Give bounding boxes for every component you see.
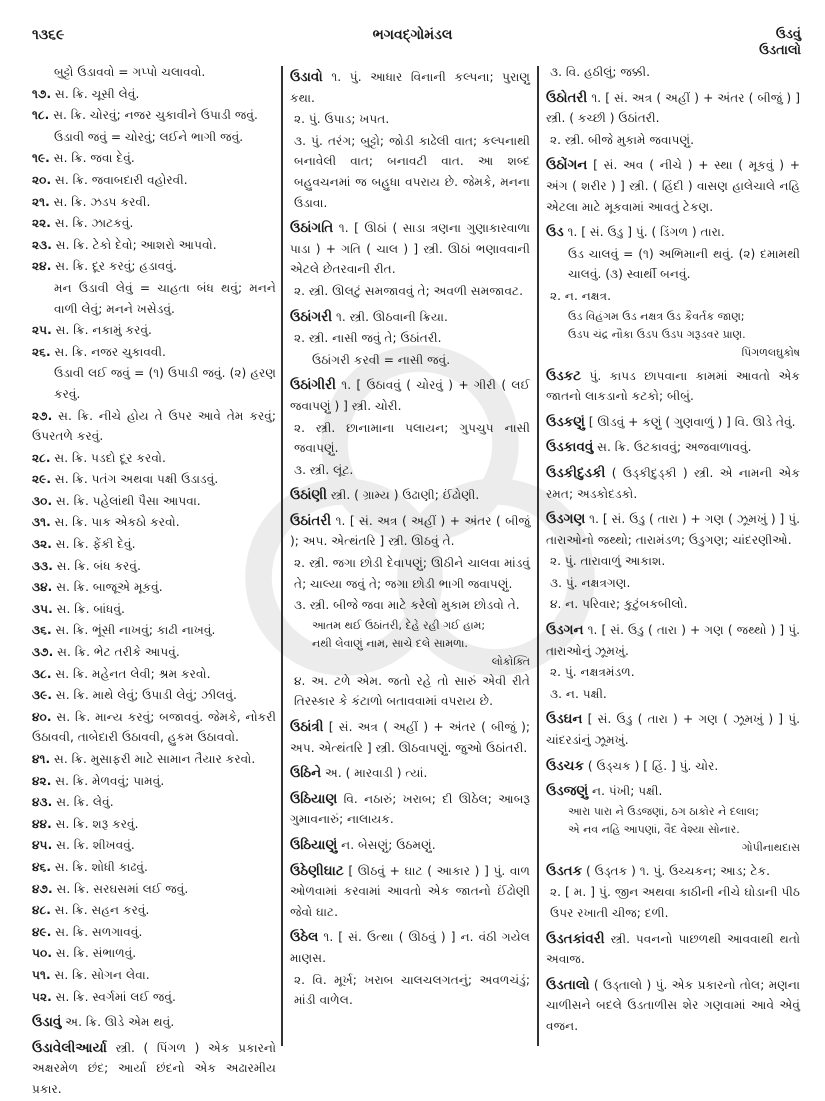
- entry-definition: ૧. [ સં. ઉડુ ( તારા ) + ગણ ( જથ્થો ) ] પું. તારાઓનું ઝૂમખું.: [546, 623, 800, 658]
- headword: ઉઠેણીઘાટ: [290, 862, 344, 879]
- sense-text: સ. ક્રિ. પડદો દૂર કરવો.: [54, 450, 166, 465]
- idiom-line: મન ઉડાવી લેવું = ચાહતા બંધ થવું; મનને વાળી લેવું; મનને ખસેડવું.: [54, 280, 276, 316]
- idiom-line: બુટ્ટો ઉડાવવો = ગપ્પો ચલાવવો.: [54, 65, 206, 79]
- sense-number: ૨૮.: [32, 450, 51, 465]
- verse-line: આરા પારા ને ઉડજણાં, ઠગ ઠાકોર ને દલાલ;: [568, 804, 759, 818]
- sense-line: [32, 943, 276, 964]
- entry-definition: પું. કાપડ છાપવાના કામમાં આવતો એક જાતનો લાકડાનો કટકો; બીબું.: [546, 368, 800, 404]
- running-title: ભગવદ્ગોમંડલ: [372, 27, 453, 43]
- column-divider-right: [537, 66, 539, 1046]
- sense-line: [32, 491, 276, 512]
- sense-text: સ. ક્રિ. મહેનત લેવી; શ્રમ કરવો.: [55, 666, 211, 681]
- entry-definition: ૧. [ ઊઠાં ( સાડા ત્રણના ગુણાકારવાળા પાડા ) + ગતિ ( ચાલ ) ] સ્ત્રી. ઊઠાં ભણાવવાની એટલે છેતરવાની રીત.: [290, 221, 530, 277]
- sense-text: સ. ક્રિ. બંધ કરવું.: [56, 558, 141, 573]
- sense-line: [32, 664, 276, 685]
- sense-line: [32, 987, 276, 1008]
- headword: ઉડગણ: [546, 511, 586, 528]
- dictionary-entry: [546, 929, 800, 970]
- sense-number: ૩૨.: [32, 537, 52, 552]
- dictionary-entry: [546, 509, 800, 550]
- headword: ઉડજણું: [546, 783, 589, 800]
- dictionary-entry: [546, 463, 800, 504]
- sense-text: સ. ક્રિ. માથે લેવું; ઉપાડી લેવું; ઝીલવું.: [55, 688, 237, 703]
- verse-quote: [546, 308, 800, 344]
- sense-line: [32, 406, 276, 447]
- sense-text: સ. ક્રિ. શરૂ કરવું.: [55, 816, 139, 831]
- sense-line: [32, 84, 276, 105]
- headword: ઉડકાવવું: [546, 439, 594, 456]
- sense-text: સ. ક્રિ. નીચે હોય તે ઉપર આવે તેમ કરવું; ઉપરતળે કરવું.: [32, 408, 276, 444]
- column-divider-left: [281, 66, 283, 1046]
- dictionary-entry: [546, 412, 800, 433]
- headword: ઉડઘન: [546, 711, 583, 728]
- sense-line: [32, 192, 276, 213]
- verse-quote: [290, 617, 530, 653]
- headword: ઉઠિયાણ: [290, 790, 338, 807]
- sense-number: ૫૦.: [32, 946, 52, 961]
- sense-text: સ. ક્રિ. સળગાવવું.: [55, 924, 143, 939]
- sub-sense: ૨. વિ. મૂર્ખ; ખરાબ ચાલચલગતનું; અવળચંડું; માંડી વાળેલ.: [294, 972, 530, 1008]
- sense-line: [32, 148, 276, 169]
- sense-number: ૪૬.: [32, 859, 52, 874]
- sense-line: [32, 342, 276, 363]
- dictionary-entry: [32, 1038, 276, 1100]
- column-left: [32, 62, 276, 1101]
- sense-number: ૧૮.: [32, 108, 50, 123]
- sense-number: ૩૭.: [32, 645, 54, 660]
- entry-definition: ૧. [ સં. અત્ર ( અહીં ) + અંતર ( બીજું ) ] સ્ત્રી. ( કચ્છી ) ઉઠાંતરી.: [546, 90, 800, 126]
- entry-definition: [ ઊડવું + કણું ( ગુણવાળું ) ] વિ. ઊડે તેવું.: [584, 414, 796, 429]
- entry-definition: અ. ( મારવાડી ) ત્યાં.: [321, 766, 428, 781]
- sub-sense: ૨. [ મ. ] પું. જીન અથવા કાઠીની નીચે ઘોડાની પીઠ ઉપર રખાતી ચીજ; દળી.: [550, 885, 800, 920]
- sense-text: સ. ક્રિ. પહેલાંથી પૈસા આપવા.: [55, 493, 201, 508]
- sub-sense: ૪. અ. ટળે એમ. જતો રહે તો સારું એવી રીતે તિરસ્કાર કે કંટાળો બતાવવામાં વપરાય છે.: [294, 673, 530, 709]
- sense-number: ૨૫.: [32, 323, 52, 338]
- sense-text: સ. ક્રિ. માન્ય કરવું; બજાવવું. જેમકે, નોકરી ઉઠાવવી, તાબેદારી ઉઠાવવી, હુકમ ઉઠાવવો.: [32, 709, 277, 745]
- column-middle: [290, 62, 530, 1012]
- entry-definition: અ. ક્રિ. ઊડે એમ થવું.: [61, 1015, 175, 1030]
- sense-number: ૩૩.: [32, 558, 53, 573]
- sense-line: [32, 534, 276, 555]
- dictionary-entry: [546, 155, 800, 217]
- headword: ઉઠોતરી: [546, 89, 588, 106]
- sense-number: ૨૧.: [32, 194, 50, 209]
- verse-line: એ નવ નહિ આપણાં, વૈદ વેશ્યા સોનાર.: [568, 822, 740, 836]
- sense-number: ૨૭.: [32, 408, 53, 423]
- sub-sense: ૨. સ્ત્રી. છાનામાના પલાયન; ગુપચુપ નાસી જવાપણું.: [294, 420, 530, 456]
- sense-number: ૪૦.: [32, 709, 52, 724]
- sub-sense: ૨. પું. તારાવાળું આકાશ.: [550, 554, 666, 569]
- sense-line: [32, 749, 276, 770]
- sense-number: ૨૦.: [32, 172, 52, 187]
- sub-sense: ૨. સ્ત્રી. ઊલટું સમજાવવું તે; અવળી સમજાવટ.: [294, 283, 523, 298]
- sense-text: સ. ક્રિ. જવા દેવું.: [53, 151, 135, 166]
- entry-definition: ૧. [ સં. ઉત્થા ( ઊઠવું ) ] ન. વંઠી ગયેલ માણસ.: [290, 930, 530, 965]
- sense-text: સ. ક્રિ. નકામું કરવું.: [55, 323, 152, 338]
- entry-definition: ( ઉડ્ચક ) [ હિં. ] પું. ચોર.: [583, 758, 719, 773]
- sense-text: સ. ક્રિ. દૂર કરવું; હડાવવું.: [55, 259, 177, 274]
- verse-quote: [546, 803, 800, 839]
- dictionary-entry: [546, 620, 800, 661]
- sense-number: ૩૮.: [32, 666, 52, 681]
- sense-text: સ. ક્રિ. સ્વર્ગમાં લઈ જવું.: [55, 989, 176, 1004]
- sense-line: [32, 448, 276, 469]
- page-number: ૧૩૬૯: [32, 27, 65, 43]
- sense-line: [32, 685, 276, 706]
- headword: ઉડતકાંવરી: [546, 930, 605, 947]
- entry-definition: ( ઉડ્તાલો ) પું. એક પ્રકારનો તોલ; મણના ચાળીસને બદલે ઉડતાળીસ શેર ગણવામાં આવે એવું વજન.: [546, 977, 800, 1033]
- entry-definition: ૧. [ સં. ઉડુ ] પું. ( ડિંગળ ) તારા.: [563, 225, 725, 240]
- sense-number: ૨૯.: [32, 472, 51, 487]
- headword: ઉઠોંગન: [546, 157, 588, 174]
- sense-text: સ. ક્રિ. શીખવવું.: [56, 838, 135, 853]
- guide-word-bottom: ઉડતાલો: [759, 43, 801, 58]
- sense-line: [32, 792, 276, 813]
- sense-line: [32, 235, 276, 256]
- sense-line: [32, 707, 276, 748]
- sense-line: [32, 469, 276, 490]
- sense-number: ૨૬.: [32, 344, 51, 359]
- headword: ઉડ: [546, 224, 564, 241]
- sense-text: સ. ક્રિ. સહન કરવું.: [54, 903, 150, 918]
- sense-text: સ. ક્રિ. ભેટ તરીકે આપવું.: [57, 645, 180, 660]
- sense-text: સ. ક્રિ. ઝડપ કરવી.: [53, 194, 151, 209]
- sense-number: ૩૧.: [32, 515, 51, 530]
- sense-line: [32, 642, 276, 663]
- sense-number: ૪૫.: [32, 838, 53, 853]
- sense-number: ૫૧.: [32, 967, 51, 982]
- headword: ઉડતક: [546, 862, 583, 879]
- sense-number: ૧૭.: [32, 86, 52, 101]
- entry-definition: સ્ત્રી. પવનનો પાછળથી આવવાથી થતો અવાજ.: [546, 931, 800, 967]
- guide-word-top: ઉડવું: [775, 27, 801, 42]
- headword: ઉઠાંતરી: [290, 512, 332, 529]
- sense-text: સ. ક્રિ. જવાબદારી વહોરવી.: [55, 172, 188, 187]
- sense-line: [32, 857, 276, 878]
- entry-definition: ન. બેસણું; ઉઠમણું.: [337, 838, 436, 852]
- entry-definition: [ ઊઠવું + ઘાટ ( આકાર ) ] પું. વાળ ઓળવામાં કરવામાં આવતો એક જાતનો ઈંઢોણી જેવો ઘાટ.: [290, 863, 530, 919]
- headword: ઉડકીદુડકી: [546, 464, 606, 481]
- sub-sense: ૨. સ્ત્રી. નાસી જવું તે; ઉઠાંતરી.: [294, 331, 442, 346]
- sense-text: સ. ક્રિ. સોગન લેવા.: [54, 967, 150, 982]
- entry-definition: ૧. [ ઉઠાવવું ( ચોરવું ) + ગીરી ( લઈ જવાપણું ) ] સ્ત્રી. ચોરી.: [290, 378, 530, 413]
- sense-number: ૪૪.: [32, 816, 52, 831]
- sense-text: સ. ક્રિ. ટેકો દેવો; આશરો આપવો.: [55, 237, 217, 252]
- verse-line: ઉડપ ચંદ્ર નૌકા ઉડપ ઉડપ ગરૂડવર પ્રાણ.: [568, 327, 746, 341]
- dictionary-entry: [290, 789, 530, 830]
- sense-line: [32, 900, 276, 921]
- headword: ઉઠાંગરી: [290, 308, 333, 325]
- column-right: [546, 62, 800, 1038]
- headword: ઉડાવેલીઆર્યા: [32, 1039, 107, 1056]
- sense-line: [32, 320, 276, 341]
- sense-text: સ. ક્રિ. સંભાળવું.: [55, 946, 137, 961]
- headword: ઉડચક: [546, 757, 584, 774]
- headword: ઉઠિયાણું: [290, 837, 338, 853]
- sub-sense: ૨. પું. નક્ષત્રમંડળ.: [550, 665, 635, 680]
- sub-sense: ૩. પું. તરંગ; બુટ્ટો; જોડી કાઢેલી વાત; કલ્પનાથી બનાવેલી વાત; બનાવટી વાત. આ શબ્દ બહુવચનમાં જ બહુધા વપરાય છે. જેમકે, મનના ઉડાવા.: [294, 133, 530, 210]
- entry-definition: [ સં. અવ ( નીચે ) + સ્થા ( મૂકવું ) + અંગ ( શરીર ) ] સ્ત્રી. ( હિંદી ) વાસણ હાલેચાલે નહિ એટલા માટે મૂકવામાં આવતું ટેકણ.: [546, 158, 800, 214]
- dictionary-entry: [290, 218, 530, 280]
- headword: ઉડાવો: [290, 69, 323, 85]
- sub-sense: ૩. પું. નક્ષત્રગણ.: [550, 575, 631, 590]
- dictionary-entry: [546, 88, 800, 129]
- page-header: [0, 0, 825, 60]
- sense-number: ૩૪.: [32, 580, 53, 595]
- headword: ઉડગન: [546, 622, 584, 639]
- idiom-line: ઉડાવી જવું = ચોરવું; લઈને ભાગી જવું.: [54, 129, 244, 144]
- quote-source: લોકોક્તિ: [491, 654, 530, 668]
- sense-number: ૪૮.: [32, 903, 51, 918]
- dictionary-entry: [290, 485, 530, 506]
- idiom-line: ઉડાવી લઈ જવું = (૧) ઉપાડી જવું. (૨) હરણ કરવું.: [54, 366, 276, 401]
- sense-number: ૪૨.: [32, 773, 52, 788]
- sense-line: [32, 577, 276, 598]
- dictionary-entry: [290, 375, 530, 416]
- sense-line: [32, 512, 276, 533]
- sense-text: સ. ક્રિ. ફેંકી દેવું.: [55, 537, 136, 552]
- sense-text: સ. ક્રિ. મુસાફરી માટે સામાન તૈયાર કરવો.: [54, 752, 256, 766]
- dictionary-entry: [546, 861, 800, 882]
- guide-words: [759, 27, 801, 59]
- sub-sense: ૨. સ્ત્રી. બીજે મુકામે જવાપણું.: [550, 132, 695, 147]
- verse-line: ઉડ વિહંગમ ઉડ નક્ષત્ર ઉડ કૈવર્તક જાણ;: [568, 309, 745, 323]
- sense-number: ૫૨.: [32, 989, 52, 1004]
- idiom-line: ઉડ ચાલવું = (૧) અભિમાની થવું. (૨) દમામથી ચાલવું. (૩) સ્વાર્થી બનવું.: [568, 246, 800, 282]
- headword: ઉઠાંત્રી: [290, 719, 324, 736]
- sense-number: ૧૯.: [32, 151, 50, 166]
- sub-sense: ૨. સ્ત્રી. જગા છોડી દેવાપણું; ઊઠીને ચાલવા માંડવું તે; ચાલ્યા જવું તે; જગા છોડી ભાગી જવાપણું.: [294, 556, 530, 591]
- dictionary-entry: [290, 861, 530, 923]
- headword: ઉડતાલો: [546, 976, 590, 993]
- dictionary-entry: [546, 975, 800, 1037]
- sense-line: [32, 620, 276, 641]
- sense-text: સ. ક્રિ. ઝાટકવું.: [54, 216, 134, 231]
- sense-line: [32, 922, 276, 943]
- dictionary-entry: [290, 717, 530, 758]
- sub-sense: ૨. ન. નક્ષત્ર.: [550, 288, 612, 303]
- sense-line: [32, 256, 276, 277]
- entry-definition: ( ઉડ્કીદુડ્કી ) સ્ત્રી. એ નામની એક રમત; અડકોદડકો.: [546, 465, 800, 501]
- sense-text: સ. ક્રિ. લેવું.: [56, 795, 114, 810]
- sense-number: ૩૫.: [32, 601, 53, 616]
- sense-number: ૨૪.: [32, 259, 52, 274]
- entry-definition: સ્ત્રી. ( ગ્રામ્ય ) ઉઢાણી; ઈંઢોણી.: [327, 488, 480, 503]
- sub-sense: ૩. વિ. હઠીલું; જક્કી.: [550, 65, 651, 79]
- verse-line: નથી લેવાણું નામ, સાચે દલે સામળા.: [312, 636, 468, 650]
- sense-line: [32, 105, 276, 126]
- sub-sense: ૩. સ્ત્રી. લૂંટ.: [294, 462, 354, 477]
- dictionary-entry: [32, 1012, 276, 1033]
- dictionary-entry: [546, 709, 800, 750]
- sense-text: સ. ક્રિ. પતંગ અથવા પક્ષી ઉડાડવું.: [54, 472, 219, 487]
- entry-definition: વિ. નઠારું; ખરાબ; દી ઊઠેલ; આબરૂ ગુમાવનારું; નાલાયક.: [290, 791, 530, 827]
- dictionary-entry: [290, 763, 530, 784]
- headword: ઉઠાંણી: [290, 487, 328, 504]
- sense-line: [32, 213, 276, 234]
- sense-number: ૩૯.: [32, 688, 52, 703]
- verse-line: આતમ થઈ ઉઠાંતરી, દેહે રહી ગઈ હામ;: [312, 618, 486, 632]
- sense-number: ૩૦.: [32, 493, 53, 508]
- sense-text: સ. ક્રિ. સરઘસમાં લઈ જવું.: [56, 881, 189, 896]
- headword: ઉડાવું: [32, 1014, 62, 1031]
- sense-line: [32, 835, 276, 856]
- entry-definition: ૧. સ્ત્રી. ઊઠવાની ક્રિયા.: [332, 309, 448, 324]
- sense-text: સ. ક્રિ. બાંધવું.: [56, 601, 125, 616]
- sense-line: [32, 556, 276, 577]
- sub-sense: ૪. ન. પરિવાર; કુટુંબકબીલો.: [550, 597, 688, 612]
- dictionary-entry: [546, 222, 800, 243]
- dictionary-entry: [546, 437, 800, 458]
- sense-text: સ. ક્રિ. મેળવવું; પામવું.: [55, 773, 165, 788]
- sense-number: ૪૭.: [32, 881, 53, 896]
- headword: ઉઠેલ: [290, 929, 319, 946]
- dictionary-entry: [290, 835, 530, 856]
- sense-number: ૨૨.: [32, 216, 51, 231]
- sense-line: [32, 814, 276, 835]
- entry-definition: સ્ત્રી. ( પિંગળ ) એક પ્રકારનો અક્ષરમેળ છંદ; આર્યા છંદનો એક અઢારમીય પ્રકાર.: [32, 1040, 276, 1096]
- dictionary-entry: [546, 781, 800, 802]
- entry-definition: ૧. [ સં. ઉડુ ( તારા ) + ગણ ( ઝૂમખું ) ] પું. તારાઓનો જથ્થો; તારામંડળ; ઉડુગણ; ચાંદરણીઓ.: [546, 512, 800, 547]
- headword: ઉઠિને: [290, 765, 322, 782]
- dictionary-entry: [546, 366, 800, 407]
- quote-source: પિંગળલઘુકોષ: [741, 345, 800, 359]
- sub-sense: ૩. ન. પક્ષી.: [550, 686, 607, 701]
- sense-text: સ. ક્રિ. બાજૂએ મૂકવું.: [56, 580, 163, 595]
- sense-text: સ. ક્રિ. ચોરવું; નજર ચુકાવીને ઉપાડી જવું.: [53, 108, 258, 123]
- sense-line: [32, 599, 276, 620]
- sense-text: સ. ક્રિ. ચૂસી લેવું.: [54, 86, 140, 101]
- sense-number: ૪૩.: [32, 795, 53, 810]
- sense-number: ૩૬.: [32, 623, 52, 638]
- sense-text: સ. ક્રિ. નજર ચુકાવવી.: [54, 344, 166, 359]
- headword: ઉઠાંગતિ: [290, 220, 334, 237]
- entry-definition: [ સં. ઉડુ ( તારા ) + ગણ ( ઝૂમખું ) ] પું. ચાંદરડાંનું ઝૂમખું.: [546, 712, 800, 748]
- entry-definition: ૧. પું. આધાર વિનાની કલ્પના; પુરાણુ કથા.: [290, 70, 530, 105]
- entry-definition: ( ઉડ્તક ) ૧. પું. ઉચ્ચકન; આડ; ટેક.: [582, 863, 770, 878]
- dictionary-entry: [290, 67, 530, 108]
- sense-number: ૪૯.: [32, 924, 52, 939]
- sub-sense: ૨. પું. ઉપાડ; ખપત.: [294, 112, 390, 127]
- sense-line: [32, 965, 276, 986]
- sense-text: સ. ક્રિ. શોધી કાઢવું.: [54, 859, 148, 874]
- sense-line: [32, 879, 276, 900]
- sense-number: ૨૩.: [32, 237, 52, 252]
- dictionary-entry: [290, 511, 530, 552]
- sub-sense: ૩. સ્ત્રી. બીજે જવા માટે કરેલો મુકામ છોડવો તે.: [294, 598, 520, 613]
- headword: ઉડકટ: [546, 367, 582, 384]
- sense-text: સ. ક્રિ. પાક એકઠો કરવો.: [54, 515, 180, 530]
- entry-definition: [ સં. અત્ર ( અહીં ) + અંતર ( બીજું ); અપ. એત્થંતરિ ] સ્ત્રી. ઊઠવાપણું. જુઓ ઉઠાંતરી.: [290, 720, 530, 755]
- entry-definition: સ. ક્રિ. ઉટકાવવું; અજવાળાવવું.: [593, 440, 752, 455]
- entry-definition: ન. પંખી; પક્ષી.: [588, 784, 663, 799]
- dictionary-entry: [290, 927, 530, 968]
- sense-line: [32, 771, 276, 792]
- headword: ઉઠાંગીરી: [290, 377, 336, 394]
- dictionary-entry: [546, 756, 800, 777]
- sense-number: ૪૧.: [32, 752, 51, 766]
- quote-source: ગોપીનાથદાસ: [741, 840, 800, 854]
- dictionary-entry: [290, 307, 530, 328]
- entry-definition: ૧. [ સં. અત્ર ( અહીં ) + અંતર ( બીજું ); અપ. એત્થંતરિ ] સ્ત્રી. ઊઠવું તે.: [290, 513, 530, 549]
- sense-text: સ. ક્રિ. ભૂંસી નાખવું; કાઢી નાખવું.: [55, 623, 216, 638]
- sense-line: [32, 170, 276, 191]
- idiom-line: ઉઠાંગરી કરવી = નાસી જવું.: [312, 352, 451, 367]
- headword: ઉડકણું: [546, 413, 585, 430]
